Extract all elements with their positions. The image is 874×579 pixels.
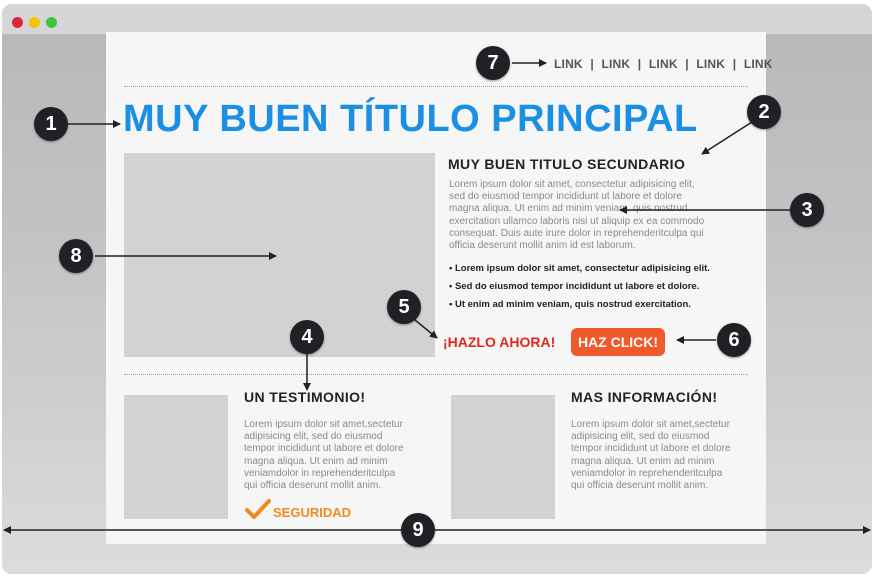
bullet-item: • Ut enim ad minim veniam, quis nostrud exercitation. (449, 299, 691, 310)
nav-link[interactable]: LINK (648, 57, 678, 71)
paragraph-line: magna aliqua. Ut enim ad minim (571, 455, 715, 467)
cta-text: ¡HAZLO AHORA! (443, 334, 556, 350)
paragraph-line: exercitation ullamco laboris nisi ut aliquip ex ea commodo (449, 215, 705, 227)
nav-link[interactable]: LINK (601, 57, 631, 71)
callout-badge-4: 4 (290, 320, 324, 354)
paragraph-line: veniamdolor in reprehenderitculpa (244, 467, 396, 479)
paragraph-line: adipisicing elit, sed do eiusmod (244, 431, 383, 443)
callout-badge-7: 7 (476, 46, 510, 80)
paragraph-line: qui officia deserunt mollit anim. (244, 480, 382, 492)
nav-separator: | (732, 57, 737, 71)
security-badge-label: SEGURIDAD (273, 505, 352, 520)
callout-badge-2: 2 (747, 95, 781, 129)
callout-badge-8: 8 (59, 239, 93, 273)
bullet-item: • Sed do eiusmod tempor incididunt ut labore et dolore. (449, 281, 700, 292)
paragraph-line: tempor incididunt ut labore et dolore (244, 443, 404, 455)
nav-link[interactable]: LINK (743, 57, 773, 71)
bullet-item: • Lorem ipsum dolor sit amet, consectetur adipisicing elit. (449, 263, 710, 274)
paragraph-line: magna aliqua. Ut enim ad minim (244, 455, 388, 467)
paragraph-line: Lorem ipsum dolor sit amet,sectetur (571, 419, 730, 430)
paragraph-line: veniamdolor in reprehenderitculpa (571, 467, 723, 479)
arrow-2 (702, 122, 752, 154)
paragraph-line: adipisicing elit, sed do eiusmod (571, 431, 710, 443)
callout-badge-3: 3 (790, 193, 824, 227)
cta-button[interactable]: HAZ CLICK! (571, 328, 665, 356)
paragraph-line: Lorem ipsum dolor sit amet, consectetur adipisicing elit, (449, 179, 695, 190)
arrow-5 (415, 320, 437, 338)
testimonial-title: UN TESTIMONIO! (244, 389, 366, 405)
nav-separator: | (685, 57, 689, 71)
nav-separator: | (637, 57, 642, 71)
callout-badge-9: 9 (401, 513, 435, 547)
callout-badge-6: 6 (717, 323, 751, 357)
paragraph-line: sed do eiusmod tempor incididunt ut labore et dolore (449, 191, 682, 203)
paragraph-line: officia deserunt mollit anim id est laborum. (449, 240, 636, 252)
paragraph-line: qui officia deserunt mollit anim. (571, 480, 709, 492)
callout-badge-1: 1 (34, 107, 68, 141)
page-title: MUY BUEN TÍTULO PRINCIPAL (123, 98, 698, 140)
nav-link[interactable]: LINK (696, 57, 726, 71)
callout-badge-5: 5 (387, 290, 421, 324)
paragraph-line: tempor incididunt ut labore et dolore (571, 443, 731, 455)
paragraph-line: Lorem ipsum dolor sit amet,sectetur (244, 419, 403, 430)
nav-link[interactable]: LINK (554, 57, 583, 71)
secondary-title: MUY BUEN TITULO SECUNDARIO (448, 156, 686, 172)
nav-separator: | (590, 57, 594, 71)
paragraph-line: consequat. Duis aute irure dolor in reprehenderitculpa qui (449, 227, 704, 239)
info-title: MAS INFORMACIÓN! (571, 389, 718, 405)
paragraph-line: magna aliqua. Ut enim ad minim veniam, quis nostrud (449, 203, 688, 215)
